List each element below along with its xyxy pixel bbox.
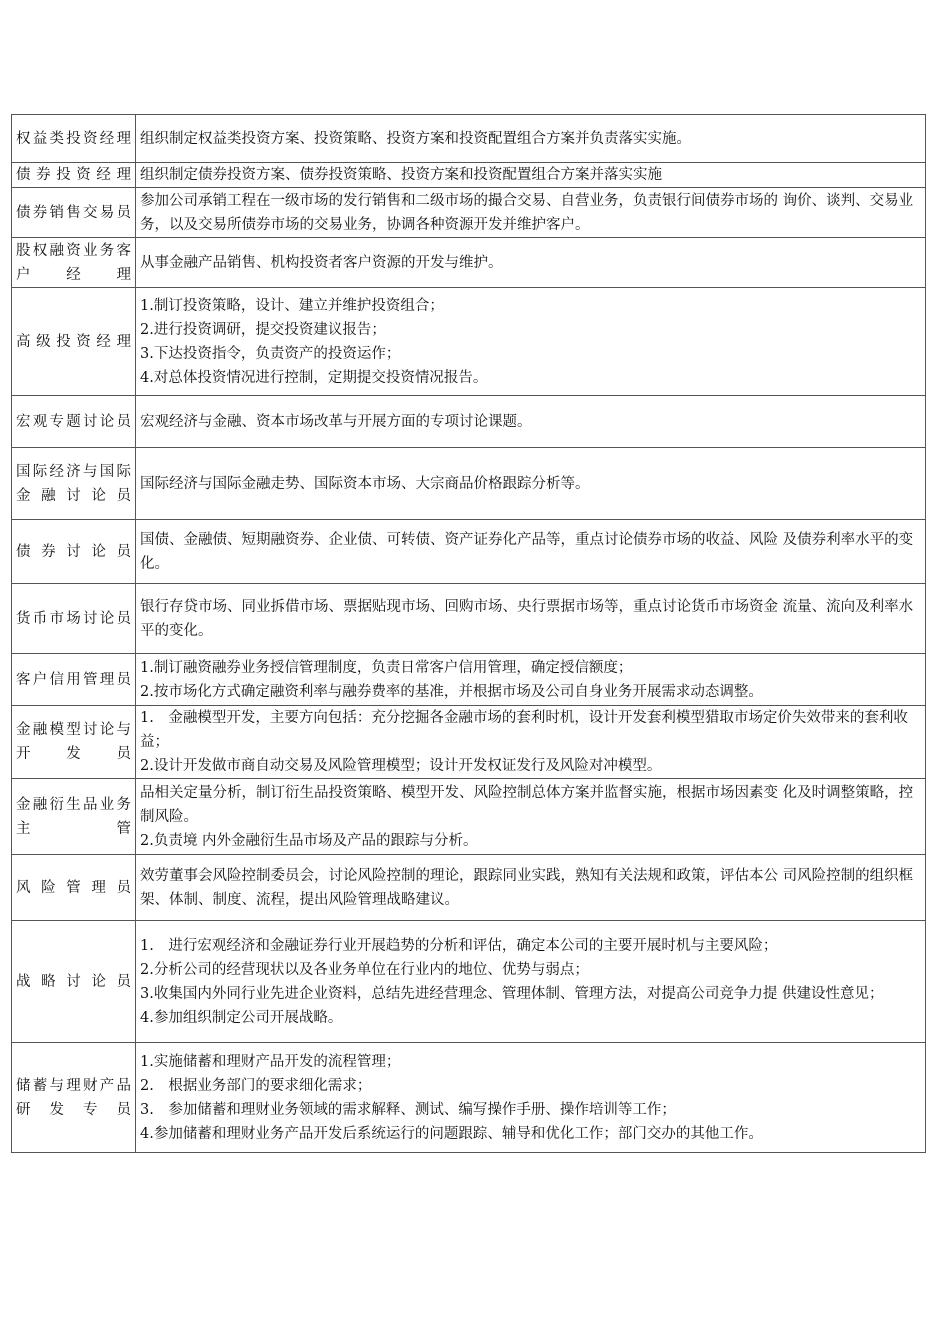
description-line: 3. 参加储蓄和理财业务领域的需求解释、测试、编写操作手册、操作培训等工作； [140,1101,676,1118]
table-row [12,654,926,706]
position-title: 国际经济与国际金融讨论员 [12,448,136,520]
description-line: 1.制订投资策略，设计、建立并维护投资组合； [140,297,444,314]
table-row [12,1043,926,1153]
description-line: 品相关定量分析，制订衍生品投资策略、模型开发、风险控制总体方案并监督实施，根据市场因素变 化及时调整策略，控制风险。 [140,784,914,825]
position-title: 战略讨论员 [12,921,136,1043]
position-title: 金融模型讨论与开发员 [12,706,136,779]
description-line: 4.参加组织制定公司开展战略。 [140,1009,343,1026]
position-description [136,238,926,288]
table-row [12,855,926,921]
position-title: 储蓄与理财产品研发专员 [12,1043,136,1153]
description-line: 4.对总体投资情况进行控制，定期提交投资情况报告。 [140,369,488,386]
position-description [136,654,926,706]
description-line: 1. 进行宏观经济和金融证券行业开展趋势的分析和评估，确定本公司的主要开展时机与主要风险； [140,937,778,954]
description-line: 从事金融产品销售、机构投资者客户资源的开发与维护。 [140,254,503,271]
description-line: 国际经济与国际金融走势、国际资本市场、大宗商品价格跟踪分析等。 [140,475,590,492]
job-description-table [11,114,926,1153]
description-line: 组织制定债券投资方案、债券投资策略、投资方案和投资配置组合方案并落实实施 [140,167,662,183]
position-description [136,115,926,163]
table-row [12,779,926,855]
position-description [136,448,926,520]
position-description [136,396,926,448]
table-row [12,188,926,238]
position-description [136,163,926,188]
table-body [12,115,926,1153]
description-line: 组织制定权益类投资方案、投资策略、投资方案和投资配置组合方案并负责落实实施。 [140,130,691,147]
description-line: 1.实施储蓄和理财产品开发的流程管理； [140,1053,401,1070]
position-title: 金融衍生品业务主管 [12,779,136,855]
position-description [136,584,926,654]
position-title: 货币市场讨论员 [12,584,136,654]
description-line: 2.进行投资调研，提交投资建议报告； [140,321,386,338]
description-line: 1. 金融模型开发，主要方向包括：充分挖掘各金融市场的套利时机，设计开发套利模型猎取市场定价失效带来的套利收益； [140,710,908,750]
description-line: 2.设计开发做市商自动交易及风险管理模型；设计开发权证发行及风险对冲模型。 [140,758,662,774]
position-title: 股权融资业务客户经理 [12,238,136,288]
description-line: 3.下达投资指令，负责资产的投资运作； [140,345,401,362]
position-description [136,855,926,921]
description-line: 参加公司承销工程在一级市场的发行销售和二级市场的撮合交易、自营业务，负责银行间债券市场的 询价、谈判、交易业务，以及交易所债券市场的交易业务，协调各种资源开发并维护客户。 [140,192,914,233]
description-line: 1.制订融资融券业务授信管理制度，负责日常客户信用管理，确定授信额度； [140,659,633,676]
position-title: 风险管理员 [12,855,136,921]
position-title: 客户信用管理员 [12,654,136,706]
description-line: 3.收集国内外同行业先进企业资料，总结先进经营理念、管理体制、管理方法，对提高公司竞争力提 供建设性意见； [140,985,884,1002]
table-row [12,520,926,584]
position-description [136,520,926,584]
table-row [12,448,926,520]
position-title: 债券投资经理 [12,163,136,188]
position-description [136,1043,926,1153]
position-title: 债券讨论员 [12,520,136,584]
table-row [12,288,926,396]
description-line: 4.参加储蓄和理财业务产品开发后系统运行的问题跟踪、辅导和优化工作；部门交办的其他工作。 [140,1125,763,1142]
position-description [136,188,926,238]
position-title: 债券销售交易员 [12,188,136,238]
position-title: 权益类投资经理 [12,115,136,163]
description-line: 银行存贷市场、同业拆借市场、票据贴现市场、回购市场、央行票据市场等，重点讨论货币市场资金 流量、流向及利率水平的变化。 [140,598,914,639]
description-line: 效劳董事会风险控制委员会，讨论风险控制的理论，跟踪同业实践，熟知有关法规和政策，评估本公 司风险控制的组织框架、体制、制度、流程，提出风险管理战略建议。 [140,867,914,908]
position-description [136,288,926,396]
position-title: 高级投资经理 [12,288,136,396]
position-description [136,921,926,1043]
table-row [12,238,926,288]
description-line: 2.按市场化方式确定融资利率与融券费率的基准，并根据市场及公司自身业务开展需求动态调整。 [140,683,763,700]
table-row [12,584,926,654]
position-title: 宏观专题讨论员 [12,396,136,448]
table-row [12,163,926,188]
description-line: 2.分析公司的经营现状以及各业务单位在行业内的地位、优势与弱点； [140,961,589,978]
table-row [12,115,926,163]
position-description [136,779,926,855]
position-description [136,706,926,779]
description-line: 2.负责境 内外金融衍生品市场及产品的跟踪与分析。 [140,832,478,849]
description-line: 国债、金融债、短期融资券、企业债、可转债、资产证券化产品等，重点讨论债券市场的收益、风险 及债券利率水平的变化。 [140,531,914,572]
description-line: 2. 根据业务部门的要求细化需求； [140,1077,372,1094]
table-row [12,921,926,1043]
table-row [12,396,926,448]
description-line: 宏观经济与金融、资本市场改革与开展方面的专项讨论课题。 [140,413,532,430]
table-row [12,706,926,779]
